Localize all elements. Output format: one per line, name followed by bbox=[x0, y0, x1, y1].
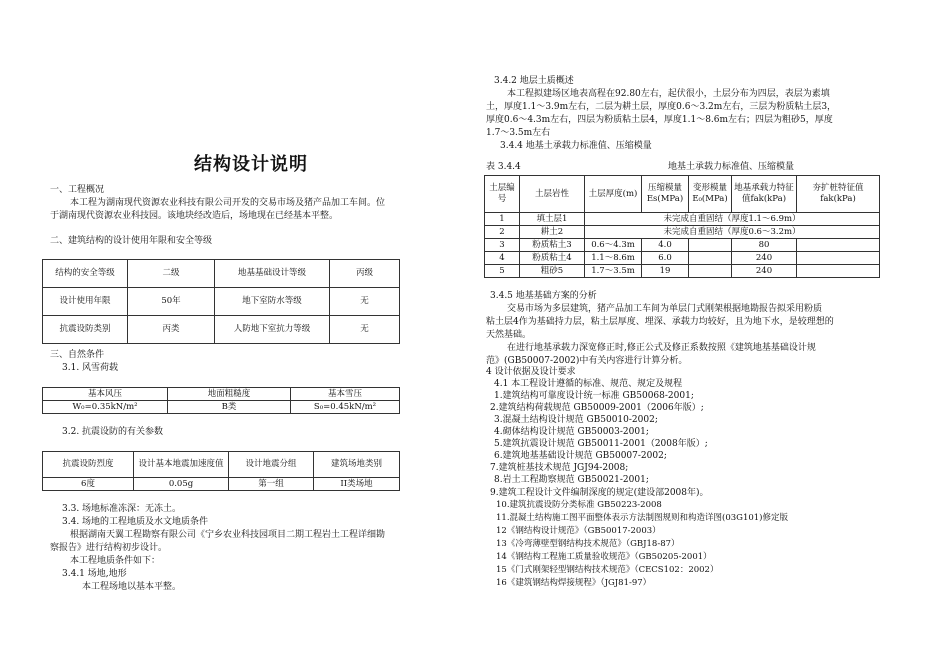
table-cell: 丙类 bbox=[128, 316, 215, 344]
table-cell bbox=[797, 239, 880, 252]
table-header-cell: 基本雪压 bbox=[291, 388, 400, 401]
table-cell: 第一组 bbox=[229, 478, 314, 491]
section-3-1-heading: 3.1. 风雪荷载 bbox=[62, 363, 119, 373]
code-list-item: 11.混凝土结构施工图平面整体表示方法制图规则和构造详图(03G101)修定版 bbox=[496, 513, 788, 523]
section-4-1-heading: 4.1 本工程设计遵循的标准、规范、规定及规程 bbox=[494, 379, 683, 389]
page-title: 结构设计说明 bbox=[194, 154, 308, 175]
table-cell: 80 bbox=[732, 239, 797, 252]
code-list-item: 15《门式刚架轻型钢结构技术规范》（CECS102：2002） bbox=[496, 565, 719, 575]
section-1-heading: 一、工程概况 bbox=[50, 185, 105, 195]
table-header-cell: 夯扩桩特征值fak(kPa) bbox=[797, 176, 880, 213]
table-cell bbox=[689, 252, 732, 265]
section-3-4-5-text: 粘土层4作为基础持力层，粘土层厚度、埋深、承载力均较好，且为地下水，是较理想的 bbox=[486, 317, 834, 327]
table-cell: 人防地下室抗力等级 bbox=[215, 316, 330, 344]
code-list-item: 6.建筑地基基础设计规范 GB50007-2002; bbox=[494, 451, 667, 461]
seismic-table bbox=[42, 451, 400, 491]
table-cell: 6度 bbox=[43, 478, 134, 491]
code-list-item: 14《钢结构工程施工质量验收规范》（GB50205-2001） bbox=[496, 552, 712, 562]
table-cell: 50年 bbox=[128, 288, 215, 316]
table-cell: 丙级 bbox=[330, 260, 400, 288]
section-3-4-text: 根据湖南天翼工程勘察有限公司《宁乡农业科技园项目二期工程岩土工程详细勘 bbox=[70, 530, 386, 540]
table-cell: 6.0 bbox=[642, 252, 689, 265]
section-4-heading: 4 设计依据及设计要求 bbox=[486, 367, 576, 377]
table-cell: 4.0 bbox=[642, 239, 689, 252]
section-1-text: 于湖南现代资源农业科技园。该地块经改造后，场地现在已经基本平整。 bbox=[50, 211, 339, 221]
section-3-4-5-heading: 3.4.5 地基基础方案的分析 bbox=[490, 291, 597, 301]
table-cell: 1.1～8.6m bbox=[585, 252, 642, 265]
table-cell: 粉质粘土4 bbox=[520, 252, 585, 265]
table-cell: 二级 bbox=[128, 260, 215, 288]
table-cell: 耕土2 bbox=[520, 226, 585, 239]
table-header-cell: 变形模量E₀(MPa) bbox=[689, 176, 732, 213]
section-3-4-1-heading: 3.4.1 场地,地形 bbox=[62, 569, 127, 579]
table-header-cell: 土层岩性 bbox=[520, 176, 585, 213]
table-cell: 无 bbox=[330, 288, 400, 316]
safety-grade-table bbox=[42, 259, 400, 344]
section-3-2-heading: 3.2. 抗震设防的有关参数 bbox=[62, 427, 164, 437]
table-cell bbox=[689, 265, 732, 278]
table-cell: W₀=0.35kN/m² bbox=[43, 401, 168, 414]
table-cell: 未完成自重固结（厚度0.6～3.2m） bbox=[585, 226, 880, 239]
table-header-cell: 基本风压 bbox=[43, 388, 168, 401]
code-list-item: 4.砌体结构设计规范 GB50003-2001; bbox=[494, 427, 649, 437]
table-cell bbox=[797, 265, 880, 278]
code-list-item: 12《钢结构设计规范》（GB50017-2003） bbox=[496, 526, 661, 536]
section-3-4-2-text: 1.7～3.5m左右 bbox=[486, 128, 551, 138]
section-3-4-4-heading: 3.4.4 地基土承载力标准值、压缩模量 bbox=[500, 141, 652, 151]
section-1-text: 本工程为湖南现代资源农业科技有限公司开发的交易市场及猪产品加工车间。位 bbox=[70, 198, 386, 208]
table-cell: S₀=0.45kN/m² bbox=[291, 401, 400, 414]
code-list-item: 16《建筑钢结构焊接规程》（JGJ81-97） bbox=[496, 578, 652, 588]
table-cell: 4 bbox=[485, 252, 520, 265]
table-cell bbox=[689, 239, 732, 252]
code-list-item: 13《冷弯薄壁型钢结构技术规范》（GBJ18-87） bbox=[496, 539, 680, 549]
table-header-cell: 地基承载力特征值fak(kPa) bbox=[732, 176, 797, 213]
table-cell: 240 bbox=[732, 252, 797, 265]
code-list-item: 8.岩土工程勘察规范 GB50021-2001; bbox=[494, 475, 649, 485]
table-cell: 5 bbox=[485, 265, 520, 278]
table-cell: 填土层1 bbox=[520, 213, 585, 226]
section-3-4-5-text: 范》(GB50007-2002)中有关内容进行计算分析。 bbox=[486, 356, 688, 366]
table-cell: II类场地 bbox=[314, 478, 400, 491]
table-label: 表 3.4.4 bbox=[486, 162, 521, 172]
table-cell: 19 bbox=[642, 265, 689, 278]
code-list-item: 1.建筑结构可靠度设计统一标准 GB50068-2001; bbox=[494, 391, 694, 401]
table-cell: 粉质粘土3 bbox=[520, 239, 585, 252]
table-cell: 设计使用年限 bbox=[43, 288, 128, 316]
section-3-4-2-text: 厚度0.6～4.3m左右，四层为粉质粘土层4，厚度1.1～8.6m左右；四层为粗砂5，厚度 bbox=[486, 115, 833, 125]
code-list-item: 10.建筑抗震设防分类标准 GB50223-2008 bbox=[496, 500, 662, 510]
table-header-cell: 设计地震分组 bbox=[229, 452, 314, 478]
section-3-4-5-text: 天然基础。 bbox=[486, 330, 532, 340]
table-header-cell: 抗震设防烈度 bbox=[43, 452, 134, 478]
table-header-cell: 压缩模量Es(MPa) bbox=[642, 176, 689, 213]
table-header-cell: 土层厚度(m) bbox=[585, 176, 642, 213]
table-cell: 0.6～4.3m bbox=[585, 239, 642, 252]
table-cell: B类 bbox=[168, 401, 291, 414]
code-list-item: 3.混凝土结构设计规范 GB50010-2002; bbox=[494, 415, 658, 425]
section-3-4-5-text: 在进行地基承载力深宽修正时,修正公式及修正系数按照《建筑地基基础设计规 bbox=[507, 343, 816, 353]
table-cell: 无 bbox=[330, 316, 400, 344]
table-cell: 240 bbox=[732, 265, 797, 278]
section-3-3-text: 3.3. 场地标准冻深：无冻土。 bbox=[62, 504, 182, 514]
table-cell: 地下室防水等级 bbox=[215, 288, 330, 316]
section-3-4-heading: 3.4. 场地的工程地质及水文地质条件 bbox=[62, 517, 209, 527]
section-3-4-2-text: 土，厚度1.1～3.9m左右，二层为耕土层，厚度0.6～3.2m左右，三层为粉质粘土层3， bbox=[486, 102, 837, 112]
table-cell: 2 bbox=[485, 226, 520, 239]
soil-bearing-table bbox=[484, 175, 880, 278]
section-3-heading: 三、自然条件 bbox=[50, 350, 105, 360]
section-3-4-1-text: 本工程场地以基本平整。 bbox=[82, 582, 182, 592]
section-3-4-2-heading: 3.4.2 地层土质概述 bbox=[494, 76, 574, 86]
table-cell: 结构的安全等级 bbox=[43, 260, 128, 288]
table-header-cell: 建筑场地类别 bbox=[314, 452, 400, 478]
code-list-item: 2.建筑结构荷载规范 GB50009-2001（2006年版）; bbox=[490, 403, 704, 413]
code-list-item: 9.建筑工程设计文件编制深度的规定(建设部2008年)。 bbox=[490, 488, 709, 498]
section-3-4-text: 本工程地质条件如下： bbox=[70, 556, 161, 566]
table-cell: 0.05g bbox=[134, 478, 229, 491]
section-2-heading: 二、建筑结构的设计使用年限和安全等级 bbox=[50, 236, 213, 246]
code-list-item: 7.建筑桩基技术规范 JGJ94-2008; bbox=[490, 463, 629, 473]
table-cell: 粗砂5 bbox=[520, 265, 585, 278]
table-cell: 1.7～3.5m bbox=[585, 265, 642, 278]
table-cell: 1 bbox=[485, 213, 520, 226]
section-3-4-text: 察报告》进行结构初步设计。 bbox=[50, 543, 168, 553]
wind-snow-table bbox=[42, 387, 400, 414]
table-header-cell: 设计基本地震加速度值 bbox=[134, 452, 229, 478]
table-header-cell: 地面粗糙度 bbox=[168, 388, 291, 401]
table-cell bbox=[797, 252, 880, 265]
section-3-4-5-text: 交易市场为多层建筑，猪产品加工车间为单层门式刚架根据地勘报告拟采用粉质 bbox=[507, 304, 823, 314]
table-cell: 抗震设防类别 bbox=[43, 316, 128, 344]
section-3-4-2-text: 本工程拟建场区地表高程在92.80左右，起伏很小，土层分布为四层，表层为素填 bbox=[507, 89, 830, 99]
table-header-cell: 土层编号 bbox=[485, 176, 520, 213]
code-list-item: 5.建筑抗震设计规范 GB50011-2001（2008年版）; bbox=[494, 439, 708, 449]
table-cell: 地基基础设计等级 bbox=[215, 260, 330, 288]
table-title: 地基土承载力标准值、压缩模量 bbox=[668, 162, 795, 172]
table-cell: 未完成自重固结（厚度1.1～6.9m） bbox=[585, 213, 880, 226]
table-cell: 3 bbox=[485, 239, 520, 252]
